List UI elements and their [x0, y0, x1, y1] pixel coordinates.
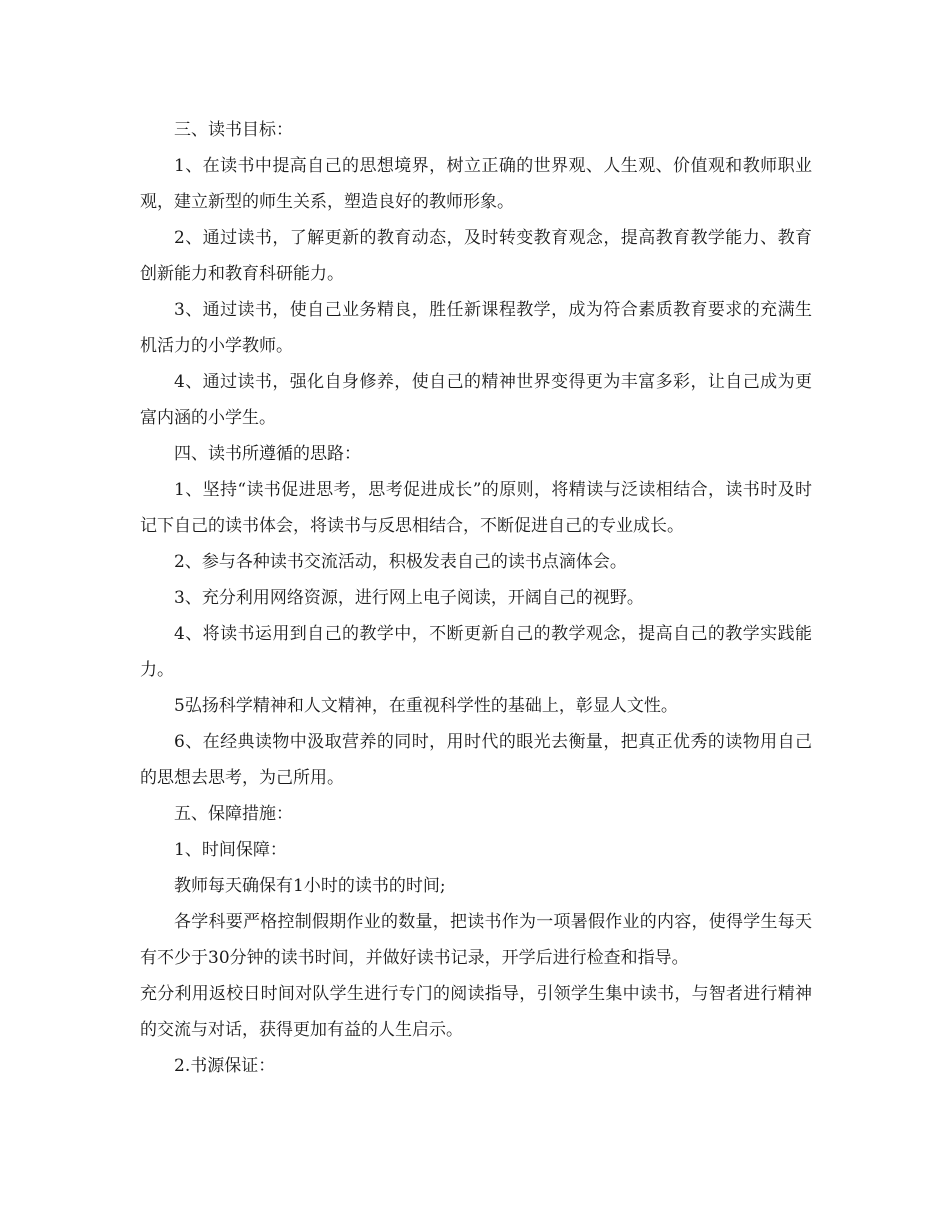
measure-time-teachers: 教师每天确保有1小时的读书的时间; [174, 876, 446, 896]
section-heading-measures: 五、保障措施： [174, 804, 293, 824]
goal-item-4: 4、通过读书，强化自身修养，使自己的精神世界变得更为丰富多彩，让自己成为更富内涵的小学生。 [140, 372, 812, 428]
approach-item-3: 3、充分利用网络资源，进行网上电子阅读，开阔自己的视野。 [174, 588, 644, 608]
section-heading-goals: 三、读书目标： [174, 120, 293, 140]
approach-item-1: 1、坚持“读书促进思考，思考促进成长”的原则，将精读与泛读相结合，读书时及时记下自己的读书体会，将读书与反思相结合，不断促进自己的专业成长。 [140, 480, 812, 536]
approach-item-6: 6、在经典读物中汲取营养的同时，用时代的眼光去衡量，把真正优秀的读物用自己的思想去思考，为己所用。 [140, 732, 812, 788]
approach-item-4: 4、将读书运用到自己的教学中，不断更新自己的教学观念，提高自己的教学实践能力。 [140, 624, 812, 680]
approach-item-2: 2、参与各种读书交流活动，积极发表自己的读书点滴体会。 [174, 552, 627, 572]
measure-subheading-books: 2.书源保证： [174, 1056, 276, 1076]
goal-item-1: 1、在读书中提高自己的思想境界，树立正确的世界观、人生观、价值观和教师职业观，建立新型的师生关系，塑造良好的教师形象。 [140, 156, 812, 212]
measure-time-return-day: 充分利用返校日时间对队学生进行专门的阅读指导，引领学生集中读书，与智者进行精神的交流与对话，获得更加有益的人生启示。 [140, 984, 812, 1040]
goal-item-3: 3、通过读书，使自己业务精良，胜任新课程教学，成为符合素质教育要求的充满生机活力的小学教师。 [140, 300, 812, 356]
measure-subheading-time: 1、时间保障： [174, 840, 287, 860]
measure-time-homework: 各学科要严格控制假期作业的数量，把读书作为一项暑假作业的内容，使得学生每天有不少于30分钟的读书时间，并做好读书记录，开学后进行检查和指导。 [140, 912, 812, 968]
document-body [140, 112, 812, 1084]
section-heading-approach: 四、读书所遵循的思路： [174, 444, 361, 464]
approach-item-5: 5弘扬科学精神和人文精神，在重视科学性的基础上，彰显人文性。 [174, 696, 678, 716]
goal-item-2: 2、通过读书，了解更新的教育动态，及时转变教育观念，提高教育教学能力、教育创新能力和教育科研能力。 [140, 228, 812, 284]
